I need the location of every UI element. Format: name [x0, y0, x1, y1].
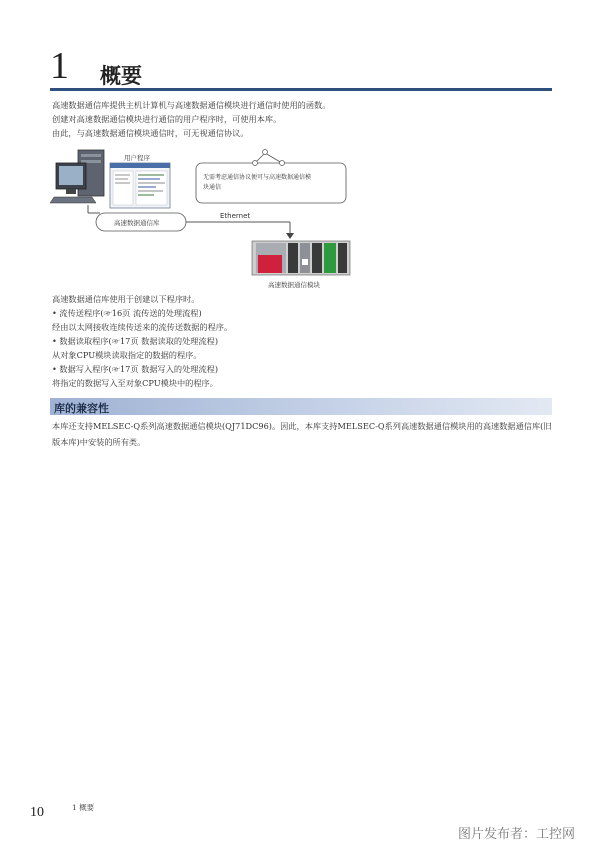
watermark: 图片发布者：工控网 [458, 827, 576, 842]
program-item-title: • 流传送程序(☞16页 流传送的处理流程) [52, 308, 202, 318]
library-label: 高速数据通信库 [114, 219, 160, 227]
intro-line-3: 由此，与高速数据通信模块通信时，可无视通信协议。 [52, 128, 249, 138]
compat-body: 本库还支持MELSEC-Q系列高速数据通信模块(QJ71DC96)。因此，本库支持MELSEC-Q系列高速数据通信模块用的高速数据通信库(旧版本库)中安装的所有类。 [52, 421, 552, 447]
intro-line-1: 高速数据通信库提供主机计算机与高速数据通信模块进行通信时使用的函数。 [52, 100, 331, 110]
program-item-desc: 从对象CPU模块读取指定的数据的程序。 [52, 350, 202, 360]
program-item-title: • 数据读取程序(☞17页 数据读取的处理流程) [52, 336, 219, 346]
overview-diagram [50, 145, 370, 295]
chapter-title: 概要 [100, 64, 142, 88]
arrow-down-icon [286, 233, 294, 239]
chapter-number: 1 [50, 45, 69, 87]
program-item-desc: 将指定的数据写入至对象CPU模块中的程序。 [52, 378, 218, 388]
page-number: 10 [30, 805, 44, 820]
programs-intro: 高速数据通信库使用于创建以下程序时。 [52, 294, 200, 304]
user-program-label: 用户程序 [124, 154, 150, 162]
computer-icon [50, 150, 104, 203]
program-item-desc: 经由以太网接收连续传送来的流传送数据的程序。 [52, 322, 233, 332]
module-label: 高速数据通信模块 [268, 281, 320, 289]
callout-line-2: 块通信 [203, 184, 222, 191]
section-header-bar [50, 398, 552, 415]
user-program-window [110, 163, 170, 208]
callout-line-1: 无需考虑通信协议便可与高速数据通信模 [203, 174, 312, 181]
program-item-title: • 数据写入程序(☞17页 数据写入的处理流程) [52, 364, 219, 374]
footer-label: 1 概要 [72, 803, 95, 812]
ethernet-label: Ethernet [220, 212, 251, 220]
chapter-rule [50, 88, 552, 91]
section-title: 库的兼容性 [54, 402, 109, 415]
module-rack [252, 241, 350, 275]
intro-line-2: 创建对高速数据通信模块进行通信的用户程序时，可使用本库。 [52, 114, 282, 124]
